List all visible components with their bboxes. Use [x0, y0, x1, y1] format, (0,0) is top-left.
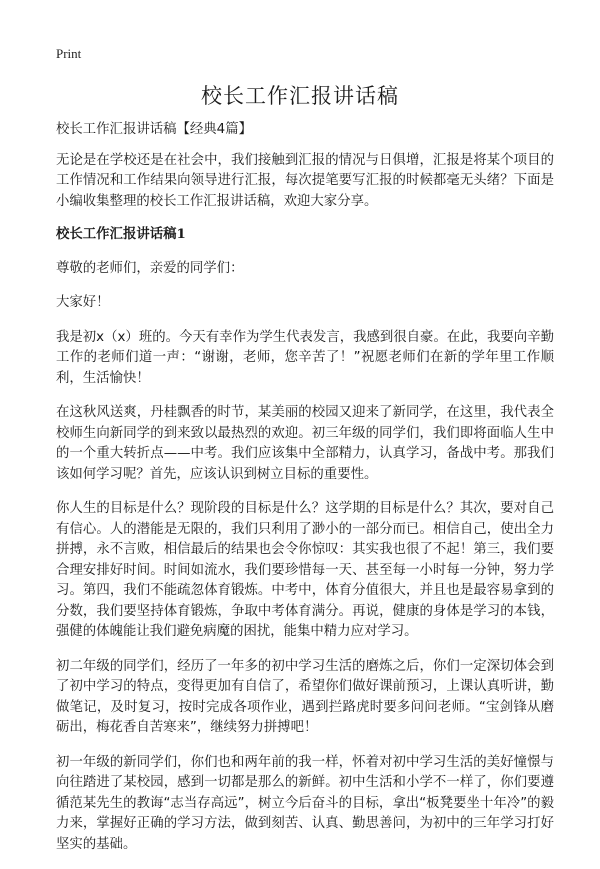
- page-title: 校长工作汇报讲话稿: [201, 84, 399, 108]
- body-paragraph: 初二年级的同学们，经历了一年多的初中学习生活的磨炼之后，你们一定深切体会到了初中学习的特点，变得更加有自信了，希望你们做好课前预习，上课认真听讲，勤做笔记，及时复习，按时完成各项作业，遇到拦路虎时要多问问老师。“宝剑锋从磨砺出，梅花香自苦寒来”，继续努力拼搏吧！: [56, 658, 554, 735]
- intro-paragraph: 无论是在学校还是在社会中，我们接触到汇报的情况与日俱增，汇报是将某个项目的工作情况和工作结果向领导进行汇报，每次提笔要写汇报的时候都毫无头绪？下面是小编收集整理的校长工作汇报讲话稿，欢迎大家分享。: [56, 152, 554, 209]
- print-link[interactable]: Print: [56, 46, 82, 61]
- section-heading: 校长工作汇报讲话稿1: [56, 226, 186, 242]
- document-subtitle: 校长工作汇报讲话稿【经典4篇】: [56, 122, 252, 137]
- body-paragraph: 你人生的目标是什么？现阶段的目标是什么？这学期的目标是什么？其次，要对自己有信心。人的潜能是无限的，我们只利用了渺小的一部分而已。相信自己，使出全力拼搏，永不言败，相信最后的结果也会令你惊叹：其实我也很了不起！第三，我们要合理安排好时间。时间如流水，我们要珍惜每一天、甚至每一小时每一分钟，努力学习。第四，我们不能疏忽体育锻炼。中考中，体育分值很大，并且也是最容易拿到的分数，我们要坚持体育锻炼，争取中考体育满分。再说，健康的身体是学习的本钱，强健的体魄能让我们避免病魔的困扰，能集中精力应对学习。: [56, 501, 554, 639]
- body-paragraph: 在这秋风送爽，丹桂飘香的时节，某美丽的校园又迎来了新同学，在这里，我代表全校师生向新同学的到来致以最热烈的欢迎。初三年级的同学们，我们即将面临人生中的一个重大转折点——中考。我们应该集中全部精力，认真学习，备战中考。那我们该如何学习呢？首先，应该认识到树立目标的重要性。: [56, 405, 554, 482]
- document-body: [56, 120, 554, 869]
- body-paragraph: 初一年级的新同学们，你们也和两年前的我一样，怀着对初中学习生活的美好憧憬与向往踏进了某校园，感到一切都是那么的新鲜。初中生活和小学不一样了，你们要遵循范某先生的教诲“志当存高远”，树立今后奋斗的目标，拿出“板凳要坐十年冷”的毅力来，掌握好正确的学习方法，做到刻苦、认真、勤思善问，为初中的三年学习打好坚实的基础。: [56, 754, 554, 852]
- greeting-paragraph: 大家好！: [56, 295, 110, 310]
- body-paragraph: 我是初x（x）班的。今天有幸作为学生代表发言，我感到很自豪。在此，我要向辛勤工作的老师们道一声：“谢谢，老师，您辛苦了！”祝愿老师们在新的学年里工作顺利，生活愉快！: [56, 329, 554, 386]
- salutation-paragraph: 尊敬的老师们，亲爱的同学们：: [56, 260, 244, 276]
